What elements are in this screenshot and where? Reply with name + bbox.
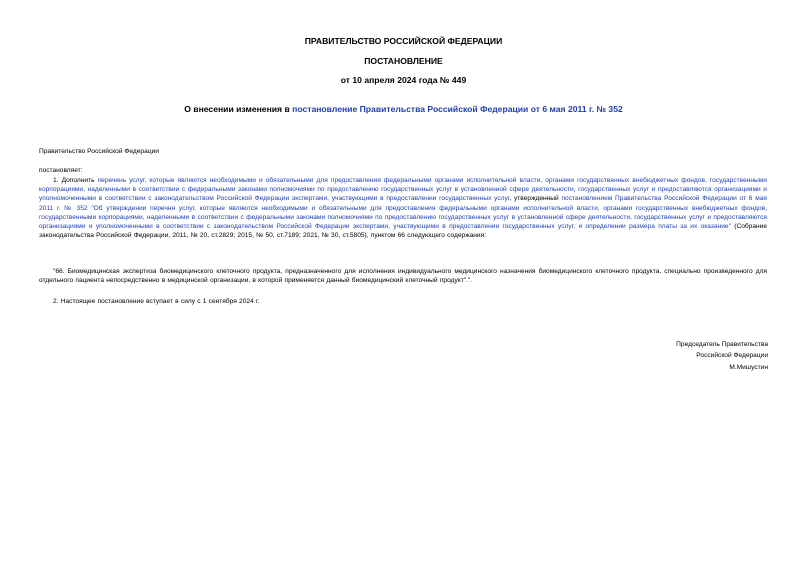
- item-1-number: 1.: [53, 177, 59, 184]
- services-list-link[interactable]: перечень услуг, которые являются необходимыми и обязательными для предоставления федеральными органами исполнительной власти, органами государственных внебюджетных фондов, государственными корпорациями, наделенными в соответствии с федеральными законами полномочиями по предоставлению государственных услуг в установленной сфере деятельности, государственных услуг и предоставляются организациями и уполномоченными в соответствии с законодательством Российской Федерации экспертами, участвующими в предоставлении государственных услуг: [39, 177, 767, 203]
- issuing-authority: Правительство Российской Федерации: [39, 148, 159, 155]
- item-1-tail: (Собрание законодательства Российской Федерации, 2011, № 20, ст.2829; 2015, № 50, ст.7189; 2021, № 30, ст.5805), пунктом 66 следующего содержания:: [39, 223, 768, 240]
- document-date-number: от 10 апреля 2024 года № 449: [340, 75, 467, 85]
- title-link[interactable]: постановление Правительства Российской Федерации от 6 мая 2011 г. № 352: [292, 104, 623, 114]
- signatory-position-line-1: Председатель Правительства: [676, 341, 768, 348]
- item-1-middle: , утвержденный: [509, 195, 562, 203]
- decides-word: постановляет:: [39, 167, 83, 174]
- item-2-paragraph: [39, 297, 767, 306]
- quoted-item-66: [39, 267, 767, 285]
- item-2-text: 2. Настоящее постановление вступает в силу с 1 сентября 2024 г.: [53, 298, 260, 305]
- document-title: [0, 104, 807, 115]
- title-prefix: О внесении изменения в: [184, 104, 293, 114]
- item-1-paragraph: [39, 176, 767, 240]
- signatory-name: М.Мишустин: [729, 363, 768, 371]
- signatory-position-line-2: Российской Федерации: [696, 352, 768, 360]
- quoted-item-66-text: "66. Биомедицинская экспертиза биомедицинского клеточного продукта, предназначенного для исполнения индивидуального медицинского назначения биомедицинского клеточного продукта, специально произведенного для отдельного пациента непосредственно в медицинской организации, в которой применяется данный биомедицинский клеточный продукт".".: [39, 268, 767, 285]
- item-1-lead: Дополнить: [61, 177, 98, 184]
- signature-block: [568, 339, 768, 373]
- government-name: ПРАВИТЕЛЬСТВО РОССИЙСКОЙ ФЕДЕРАЦИИ: [304, 36, 503, 46]
- resolution-352-link[interactable]: постановлением Правительства Российской Федерации от 6 мая 2011 г. № 352 "Об утверждении перечня услуг, которые являются необходимыми и обязательными для предоставления федеральными органами исполнительной власти, органами государственных внебюджетных фондов, государственными корпорациями, наделенными в соответствии с федеральными законами полномочиями по предоставлению государственных услуг в установленной сфере деятельности, государственных услуг и предоставляются организациями и уполномоченными в соответствии с законодательством Российской Федерации экспертами, участвующими в предоставлении государственных услуг, и определении размера платы за их оказание": [39, 195, 767, 231]
- document-type: ПОСТАНОВЛЕНИЕ: [364, 56, 443, 66]
